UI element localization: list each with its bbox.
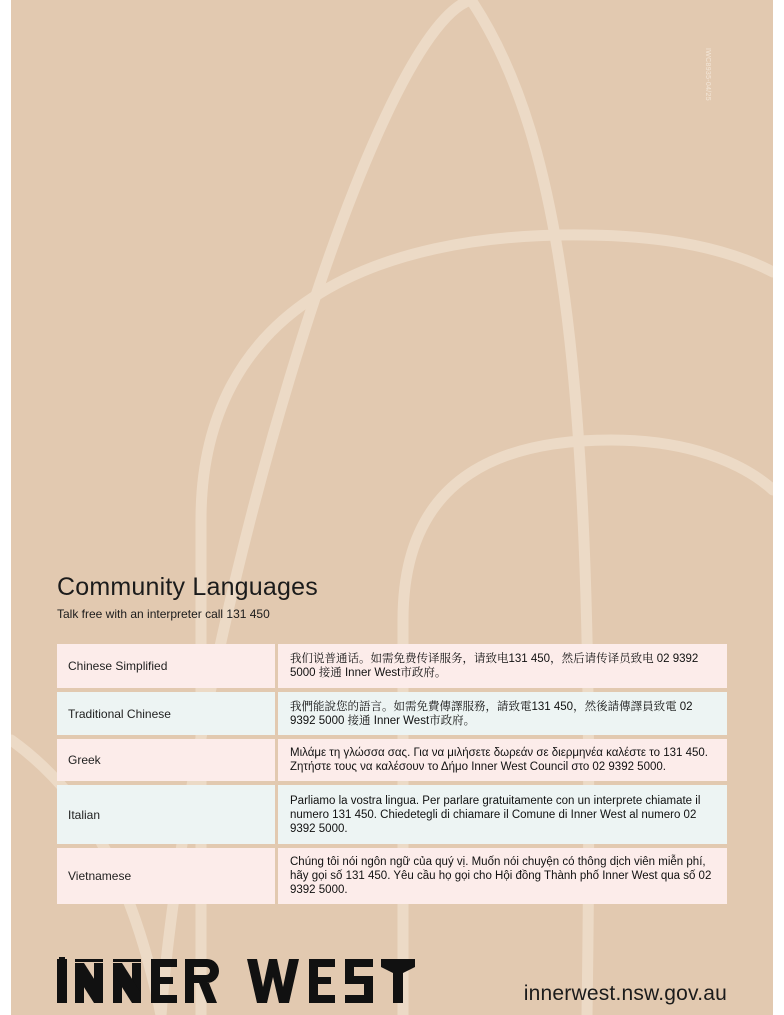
language-name: Traditional Chinese — [57, 692, 275, 735]
document-reference-code: IWC8935-04/25 — [704, 48, 711, 101]
language-row-vietnamese — [57, 848, 727, 904]
language-message: Chúng tôi nói ngôn ngữ của quý vị. Muốn nói chuyện có thông dịch viên miễn phí, hãy gọi số 131 450. Yêu cầu họ gọi cho Hội đồng Thành phố Inner West qua số 02 9392 5000. — [278, 848, 727, 904]
language-name: Vietnamese — [57, 848, 275, 904]
council-website: innerwest.nsw.gov.au — [523, 982, 727, 1005]
language-row-greek — [57, 739, 727, 781]
language-name: Italian — [57, 785, 275, 844]
inner-west-logo — [57, 957, 429, 1008]
language-message: 我們能說您的語言。如需免費傳譯服務，請致電131 450，然後請傳譯員致電 02 9392 5000 接通 Inner West市政府。 — [278, 692, 727, 735]
language-row-italian — [57, 785, 727, 844]
page-subtitle: Talk free with an interpreter call 131 450 — [57, 607, 270, 621]
language-row-traditional-chinese — [57, 692, 727, 735]
language-row-chinese-simplified — [57, 644, 727, 688]
language-name: Chinese Simplified — [57, 644, 275, 688]
languages-table — [57, 644, 727, 908]
language-message: Μιλάμε τη γλώσσα σας. Για να μιλήσετε δωρεάν σε διερμηνέα καλέστε το 131 450. Ζητήστε τους να καλέσουν το Δήμο Inner West Council στο 02 9392 5000. — [278, 739, 727, 781]
flyer-page — [11, 0, 773, 1015]
language-name: Greek — [57, 739, 275, 781]
language-message: 我们说普通话。如需免费传译服务，请致电131 450，然后请传译员致电 02 9392 5000 接通 Inner West市政府。 — [278, 644, 727, 688]
language-message: Parliamo la vostra lingua. Per parlare gratuitamente con un interprete chiamate il numero 131 450. Chiedetegli di chiamare il Comune di Inner West al numero 02 9392 5000. — [278, 785, 727, 844]
page-title: Community Languages — [57, 573, 318, 601]
